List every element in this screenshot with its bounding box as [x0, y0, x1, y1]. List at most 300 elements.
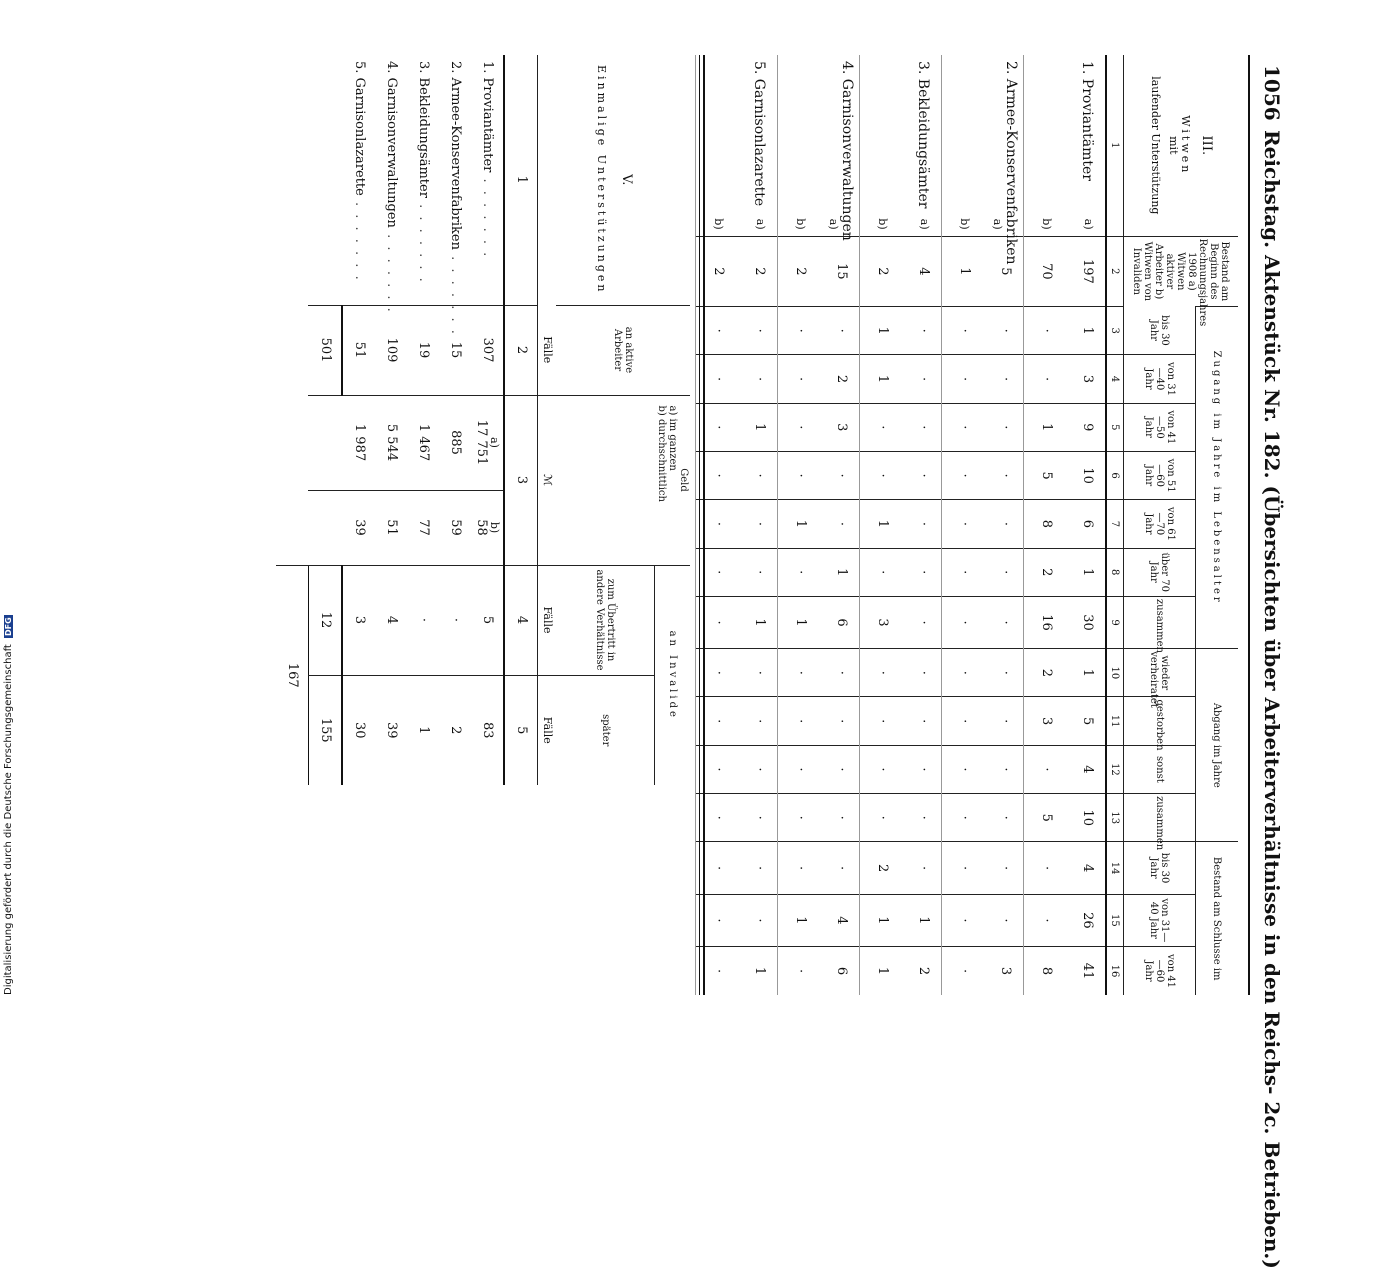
table-cell: · — [986, 649, 1024, 697]
table-cell: · — [822, 745, 860, 793]
table-cell: · — [860, 794, 904, 842]
table-cell — [471, 305, 504, 395]
table-cell: · — [1024, 745, 1068, 793]
t3-col-header: von 31—40 Jahr — [1124, 894, 1196, 946]
t3-col-header: zusammen — [1124, 794, 1196, 842]
table-cell: · — [986, 403, 1024, 451]
table-cell: 41 — [1068, 947, 1106, 995]
table-cell: 197 — [1068, 236, 1106, 306]
t3-col-index: 15 — [1106, 894, 1124, 946]
table-cell: · — [904, 403, 942, 451]
table-cell: · — [986, 451, 1024, 499]
table-cell: · — [778, 451, 822, 499]
row-sublabel: a) — [827, 218, 841, 230]
table-row — [942, 55, 986, 995]
leader-dots: . . . . . . . — [351, 195, 367, 282]
t5-geld: Geld — [678, 468, 689, 492]
table-cell: 1 — [1068, 548, 1106, 596]
table-cell: · — [696, 307, 740, 355]
header-rule — [1248, 55, 1250, 995]
table-cell: 6 — [1068, 500, 1106, 548]
table-cell: · — [942, 500, 986, 548]
table-cell: 5 — [986, 236, 1024, 306]
table-cell — [407, 490, 439, 565]
table-cell: 4 — [1068, 745, 1106, 793]
table-cell: · — [1024, 307, 1068, 355]
table-cell: 3 — [986, 947, 1024, 995]
table-cell: 1 — [860, 355, 904, 403]
table-cell: · — [822, 451, 860, 499]
footnote-mark: b) — [488, 521, 502, 534]
table-cell: · — [942, 947, 986, 995]
row-header-line3: laufender Unterstützung — [1148, 76, 1162, 215]
zugang-header: Zugang im Jahre im Lebensalter — [1196, 307, 1239, 649]
t5-col-index: 2 — [504, 305, 538, 395]
table-cell: · — [904, 842, 942, 894]
table-einmalige-header-1 — [655, 55, 690, 785]
table-cell: · — [740, 697, 778, 745]
t5-unit-spaeter: Fälle — [538, 675, 557, 785]
table-cell: · — [740, 745, 778, 793]
row-header — [1124, 55, 1239, 236]
table-cell — [375, 675, 407, 785]
table-row — [407, 55, 439, 785]
t5-row-header — [538, 55, 691, 305]
t3-col-header: von 41—60 Jahr — [1124, 947, 1196, 995]
section-rule-2 — [699, 55, 700, 995]
table-cell: 6 — [822, 596, 860, 648]
table-witwen — [696, 55, 1239, 995]
table-cell: · — [1024, 355, 1068, 403]
table-cell — [342, 675, 375, 785]
t3-col-index: 4 — [1106, 355, 1124, 403]
cell-value: · — [448, 617, 464, 623]
table-einmalige-body — [342, 55, 504, 785]
table-cell: · — [822, 500, 860, 548]
table-cell: · — [986, 548, 1024, 596]
row-label-cell — [740, 55, 778, 236]
t3-col-index: 10 — [1106, 649, 1124, 697]
row-label-cell — [822, 55, 860, 241]
table-cell: · — [778, 697, 822, 745]
table-cell — [439, 490, 471, 565]
t5-grand-empty — [276, 55, 309, 565]
row-sublabel: b) — [794, 218, 808, 230]
t5-col-index: 3 — [504, 395, 538, 565]
table-cell: 6 — [822, 947, 860, 995]
cell-value: 77 — [416, 519, 432, 536]
table-cell: · — [904, 355, 942, 403]
table-cell: · — [778, 355, 822, 403]
cell-value: 5 544 — [384, 423, 400, 462]
t3-col-header: sonst — [1124, 745, 1196, 793]
table-cell: · — [1024, 894, 1068, 946]
t3-col-index: 11 — [1106, 697, 1124, 745]
cell-value: 19 — [416, 341, 432, 359]
table-cell — [342, 490, 375, 565]
table-cell: · — [942, 548, 986, 596]
table-cell: 1 — [1068, 307, 1106, 355]
table-cell: 2 — [860, 236, 904, 306]
t5-col-index: 1 — [504, 55, 538, 305]
row-label-cell — [778, 55, 822, 236]
table-cell: · — [696, 794, 740, 842]
t3-col-header: wieder verheiratet — [1124, 649, 1196, 697]
table-cell: · — [942, 842, 986, 894]
t3-col-index: 2 — [1106, 236, 1124, 306]
t5-geld-b: b) durchschnittlich — [656, 405, 667, 502]
t3-col-header: von 61—70 Jahr — [1124, 500, 1196, 548]
table-cell: · — [904, 745, 942, 793]
row-sublabel: a) — [991, 218, 1005, 230]
t3-col-header: zusammen — [1124, 596, 1196, 648]
table-cell — [407, 395, 439, 490]
row-sublabel: b) — [712, 218, 726, 230]
table-cell — [471, 490, 504, 565]
row-label — [375, 55, 407, 314]
t3-col-index: 5 — [1106, 403, 1124, 451]
table-cell: 1 — [860, 307, 904, 355]
table-cell: 5 — [1024, 451, 1068, 499]
col2-header: Bestand am Beginn des Rechnungsjahres 1908 a) Witwen aktiver Arbeiter b) Witwen von Invaliden — [1124, 236, 1239, 306]
table-row — [471, 55, 504, 785]
table-cell: · — [860, 745, 904, 793]
row-label-text: 1. Proviantämter — [480, 61, 496, 173]
cell-value: 51 — [384, 519, 400, 536]
table-cell: 3 — [822, 403, 860, 451]
table-cell: · — [740, 649, 778, 697]
t3-col-header: gestorben — [1124, 697, 1196, 745]
t5-total-invalide: 167 — [276, 565, 309, 785]
table-cell: 1 — [904, 894, 942, 946]
table-cell: · — [740, 794, 778, 842]
t5-unit-faelle: Fälle — [541, 336, 555, 364]
cell-value: 1 — [416, 726, 432, 735]
t3-col-index: 14 — [1106, 842, 1124, 894]
table-cell: 1 — [822, 548, 860, 596]
table-cell: · — [778, 548, 822, 596]
table-cell: · — [860, 451, 904, 499]
table-cell: · — [986, 697, 1024, 745]
row-sublabel: b) — [1040, 218, 1054, 230]
table-cell: · — [740, 355, 778, 403]
leader-dots: . . . . . . . — [448, 250, 464, 336]
table-row — [860, 55, 904, 995]
table-cell — [471, 675, 504, 785]
row-label — [471, 55, 504, 305]
table-cell: · — [696, 947, 740, 995]
table-cell: 1 — [778, 596, 822, 648]
row-label: 5. Garnisonlazarette — [751, 61, 768, 207]
table-cell — [439, 565, 471, 675]
table-cell: · — [696, 451, 740, 499]
table-cell: · — [942, 596, 986, 648]
table-cell: 1 — [778, 500, 822, 548]
cell-value: 1 467 — [416, 423, 432, 462]
table-cell: · — [778, 649, 822, 697]
table-cell: · — [822, 307, 860, 355]
table-cell — [439, 395, 471, 490]
row-sublabel: b) — [876, 218, 890, 230]
table-cell: · — [860, 403, 904, 451]
row-label — [439, 55, 471, 336]
table-cell: · — [860, 548, 904, 596]
table-row — [1068, 55, 1106, 995]
table-cell: · — [986, 307, 1024, 355]
t5-col-index: 4 — [504, 565, 538, 675]
rotated-page — [0, 55, 1290, 1269]
table-cell: · — [696, 649, 740, 697]
table-cell: · — [822, 697, 860, 745]
table-cell: 3 — [1024, 697, 1068, 745]
table-cell: · — [986, 894, 1024, 946]
cell-value: 109 — [384, 337, 400, 363]
cell-value: 3 — [352, 615, 368, 625]
table-cell: 1 — [860, 894, 904, 946]
t3-col-header: bis 30 Jahr — [1124, 842, 1196, 894]
table-cell: · — [942, 794, 986, 842]
cell-value: 58 — [474, 519, 490, 536]
row-label-text: 3. Bekleidungsämter — [416, 61, 432, 198]
t3-col-index: 16 — [1106, 947, 1124, 995]
table-cell: · — [778, 403, 822, 451]
row-label-cell — [1068, 55, 1106, 236]
table-cell: · — [740, 842, 778, 894]
t5-total-empty3 — [309, 490, 343, 565]
row-label — [342, 55, 375, 305]
table-cell: · — [904, 451, 942, 499]
table-cell: 4 — [1068, 842, 1106, 894]
t5-geld-spacer — [556, 395, 655, 565]
table-cell — [375, 565, 407, 675]
table-cell — [342, 565, 375, 675]
cell-value: 39 — [351, 519, 367, 536]
row-label-cell — [904, 55, 942, 236]
t3-col-index: 1 — [1106, 55, 1124, 236]
table-cell: 15 — [822, 236, 860, 306]
table-cell: · — [942, 649, 986, 697]
t5-col5-header: später — [556, 675, 655, 785]
section-number-3: III. — [1199, 135, 1215, 156]
table-cell — [375, 305, 407, 395]
table-cell — [375, 490, 407, 565]
table-cell: 1 — [778, 894, 822, 946]
table-cell: · — [822, 794, 860, 842]
cell-value: 885 — [448, 430, 464, 455]
table-row — [822, 55, 860, 995]
row-sublabel: a) — [754, 218, 768, 230]
t3-col-header: von 51—60 Jahr — [1124, 451, 1196, 499]
cell-value: 2 — [448, 726, 464, 735]
table-cell: · — [986, 500, 1024, 548]
table-cell — [407, 675, 439, 785]
table-cell: · — [696, 548, 740, 596]
table-row — [904, 55, 942, 995]
table-cell: · — [860, 697, 904, 745]
bestand-header: Bestand am Schlusse im — [1196, 842, 1239, 995]
table-cell: · — [942, 355, 986, 403]
table-cell: 1 — [1068, 649, 1106, 697]
table-cell: · — [986, 794, 1024, 842]
cell-value: 17 751 — [474, 419, 490, 466]
table-cell: 1 — [942, 236, 986, 306]
t5-total-faelle: 501 — [309, 305, 343, 395]
table-row — [986, 55, 1024, 995]
table-cell: · — [904, 697, 942, 745]
table-cell: 26 — [1068, 894, 1106, 946]
t3-col-index: 7 — [1106, 500, 1124, 548]
table-cell: 2 — [1024, 649, 1068, 697]
cell-value: 83 — [480, 721, 496, 739]
table-cell: 9 — [1068, 403, 1106, 451]
cell-value: 4 — [384, 615, 400, 625]
table-cell: 3 — [860, 596, 904, 648]
row-label: 1. Proviantämter — [1079, 61, 1096, 181]
table-cell: · — [696, 403, 740, 451]
row-label: 3. Bekleidungsämter — [915, 61, 932, 209]
table-cell: 1 — [860, 500, 904, 548]
table-cell — [407, 305, 439, 395]
table-cell: · — [696, 596, 740, 648]
table-cell: · — [696, 842, 740, 894]
row-label-text: 2. Armee-Konservenfabriken — [448, 61, 464, 250]
table-row — [342, 55, 375, 785]
digitization-note-text: Digitalisierung gefördert durch die Deutsche Forschungsgemeinschaft — [3, 644, 14, 995]
table-cell — [407, 565, 439, 675]
table-cell: · — [696, 745, 740, 793]
table-cell: 2 — [860, 842, 904, 894]
t5-total-empty2 — [309, 395, 343, 490]
page-header — [1250, 55, 1290, 1269]
row-sublabel: a) — [918, 218, 932, 230]
footnote-mark: a) — [488, 437, 502, 448]
table-cell: 8 — [1024, 500, 1068, 548]
table-cell: · — [778, 307, 822, 355]
t3-col-header: bis 30 Jahr — [1148, 315, 1171, 346]
table-witwen-index-row — [1106, 55, 1124, 995]
table-cell: · — [740, 500, 778, 548]
table-cell: 5 — [1068, 697, 1106, 745]
cell-value: 51 — [352, 341, 368, 359]
cell-value: 59 — [448, 519, 464, 536]
table-witwen-body — [696, 55, 1106, 995]
table-cell: · — [986, 745, 1024, 793]
t3-col-index: 8 — [1106, 548, 1124, 596]
dfg-logo-badge: DFG — [4, 617, 13, 636]
table-cell: · — [904, 596, 942, 648]
t5-col-index: 5 — [504, 675, 538, 785]
table-cell — [375, 395, 407, 490]
table-cell: · — [740, 307, 778, 355]
row-header-line1: Witwen — [1179, 115, 1192, 176]
t3-col-index: 3 — [1106, 307, 1124, 355]
t5-total-empty — [309, 55, 343, 305]
table-cell: · — [942, 451, 986, 499]
cell-value: 307 — [480, 337, 496, 363]
table-cell: · — [740, 451, 778, 499]
table-cell — [471, 565, 504, 675]
leader-dots: . . . . . . . — [384, 227, 400, 314]
cell-value: 5 — [480, 615, 496, 625]
cell-value: 39 — [384, 721, 400, 739]
table-cell: 1 — [1024, 403, 1068, 451]
table-cell: 3 — [1068, 355, 1106, 403]
table-cell: · — [778, 842, 822, 894]
row-label-cell — [860, 55, 904, 236]
table-cell: · — [904, 307, 942, 355]
table-cell: 2 — [822, 355, 860, 403]
t3-col-index: 12 — [1106, 745, 1124, 793]
row-label-text: 4. Garnisonverwaltungen — [384, 61, 400, 228]
table-cell: · — [740, 894, 778, 946]
table-cell: · — [696, 697, 740, 745]
table-cell — [439, 675, 471, 785]
table-cell: · — [942, 697, 986, 745]
row-sublabel: a) — [1082, 218, 1096, 230]
table-cell: · — [822, 842, 860, 894]
t3-col-header: über 70 Jahr — [1124, 548, 1196, 596]
table-cell: · — [778, 794, 822, 842]
table-cell: · — [860, 649, 904, 697]
table-cell: · — [986, 355, 1024, 403]
table-cell: 1 — [740, 403, 778, 451]
table-cell: · — [942, 403, 986, 451]
table-cell: · — [904, 794, 942, 842]
table-cell: 4 — [904, 236, 942, 306]
table-cell: 30 — [1068, 596, 1106, 648]
table-einmalige-grand-total — [276, 55, 309, 785]
table-cell: 4 — [822, 894, 860, 946]
table-cell: 2 — [904, 947, 942, 995]
table-cell — [342, 395, 375, 490]
table-cell: 10 — [1068, 451, 1106, 499]
table-row — [375, 55, 407, 785]
table-cell: · — [1024, 842, 1068, 894]
row-header-line2: mit — [1166, 136, 1180, 155]
row-label-cell — [986, 55, 1024, 265]
table-row — [439, 55, 471, 785]
page-number: 1056 — [1260, 65, 1284, 121]
t5-col2-header: an aktive Arbeiter — [556, 305, 690, 395]
abgang-header: Abgang im Jahre — [1196, 649, 1239, 842]
table-cell: 16 — [1024, 596, 1068, 648]
table-cell: · — [942, 745, 986, 793]
t5-invalide-header: an Invalide — [655, 565, 690, 785]
table-cell: · — [942, 894, 986, 946]
table-cell — [342, 305, 375, 395]
table-cell: 10 — [1068, 794, 1106, 842]
t5-col3-header — [655, 395, 690, 565]
t3-col-header: von 41—50 Jahr — [1124, 403, 1196, 451]
t5-row-header-text: Einmalige Unterstützungen — [594, 65, 608, 295]
cell-value: 30 — [352, 721, 368, 739]
row-label: 4. Garnisonverwaltungen — [839, 61, 856, 241]
t5-col4-header: zum Übertritt in andere Verhältnisse — [556, 565, 655, 675]
table-cell: · — [942, 307, 986, 355]
table-cell: · — [696, 500, 740, 548]
section-number-5: V. — [619, 174, 635, 186]
row-label-text: 5. Garnisonlazarette — [351, 61, 367, 196]
cell-value: · — [416, 617, 432, 623]
leader-dots: . . . . . . . — [480, 172, 496, 259]
table-cell: 8 — [1024, 947, 1068, 995]
cell-value: 1 987 — [351, 423, 367, 462]
table-cell: 1 — [740, 947, 778, 995]
t5-geld-a: a) im ganzen — [667, 405, 678, 471]
table-cell: 70 — [1024, 236, 1068, 306]
table-cell: 5 — [1024, 794, 1068, 842]
table-einmalige-totals — [309, 55, 343, 785]
